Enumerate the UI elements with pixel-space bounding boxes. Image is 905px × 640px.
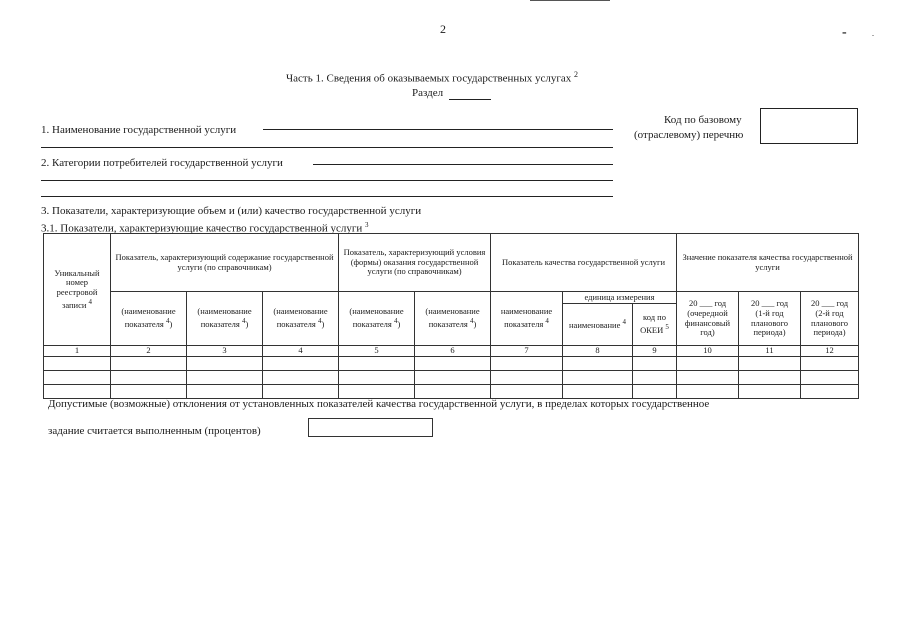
title-footnote: 2 [573, 70, 578, 79]
table-row[interactable] [44, 371, 859, 385]
okei-header: код по ОКЕИ $^5$ [633, 304, 677, 346]
section-number-line[interactable] [449, 99, 491, 100]
code-label-line2: (отраслевому) перечню [634, 129, 744, 141]
content-indicator-3[interactable]: (наименование показателя $^4$) [263, 292, 339, 346]
consumers-line3[interactable] [41, 196, 613, 197]
consumers-line2[interactable] [41, 180, 613, 181]
consumers-label: 2. Категории потребителей государственной услуги [41, 157, 283, 169]
condition-indicator-1[interactable]: (наименование показателя $^4$) [339, 292, 415, 346]
table-row[interactable] [44, 357, 859, 371]
code-box[interactable] [760, 108, 858, 144]
consumers-line[interactable] [313, 164, 613, 165]
year1-header[interactable]: 20 ___ год (очередной финансовый год) [677, 292, 739, 346]
deviation-label-line1: Допустимые (возможные) отклонения от установленных показателей качества государственной услуги, в пределах которых государственное [48, 398, 710, 410]
service-name-label: 1. Наименование государственной услуги [41, 124, 237, 136]
quality-label-text: 3.1. Показатели, характеризующие качество государственной услуги [41, 222, 363, 235]
value-group-header: Значение показателя качества государственной услуги [677, 234, 859, 292]
table-row[interactable] [44, 385, 859, 399]
content-indicator-1[interactable]: (наименование показателя $^4$) [111, 292, 187, 346]
quality-footnote: 3 [365, 221, 369, 229]
scan-top-line [530, 0, 610, 1]
deviation-label-line2: задание считается выполненным (процентов) [48, 425, 261, 437]
scan-mark-dash: - [842, 25, 847, 40]
unique-number-header: Уникальный номер реестровой записи $^4$ [44, 234, 111, 346]
page-number: 2 [440, 22, 446, 36]
year3-header[interactable]: 20 ___ год (2-й год планового периода) [801, 292, 859, 346]
service-name-line[interactable] [263, 129, 613, 130]
title-text: Часть 1. Сведения об оказываемых государственных услугах [286, 72, 572, 85]
conditions-group-header: Показатель, характеризующий условия (формы) оказания государственной услуги (по справочникам) [339, 234, 491, 292]
content-indicator-2[interactable]: (наименование показателя $^4$) [187, 292, 263, 346]
code-label-line1: Код по базовому [664, 114, 742, 126]
unit-header: единица измерения [563, 292, 677, 304]
column-numbers-row: 1 2 3 4 5 6 7 8 9 10 11 12 [44, 346, 859, 357]
page-title [286, 70, 578, 85]
section-label: Раздел [412, 87, 444, 99]
unit-name-header: наименование $^4$ [563, 304, 633, 346]
quality-table [43, 233, 859, 399]
quality-indicator-name: наименование показателя $^4$ [491, 292, 563, 346]
deviation-percent-box[interactable] [308, 418, 433, 437]
content-group-header: Показатель, характеризующий содержание государственной услуги (по справочникам) [111, 234, 339, 292]
indicators-label: 3. Показатели, характеризующие объем и (или) качество государственной услуги [41, 205, 422, 217]
service-name-line2[interactable] [41, 147, 613, 148]
year2-header[interactable]: 20 ___ год (1-й год планового периода) [739, 292, 801, 346]
quality-group-header: Показатель качества государственной услуги [491, 234, 677, 292]
scan-mark-dot: . [872, 29, 874, 38]
condition-indicator-2[interactable]: (наименование показателя $^4$) [415, 292, 491, 346]
